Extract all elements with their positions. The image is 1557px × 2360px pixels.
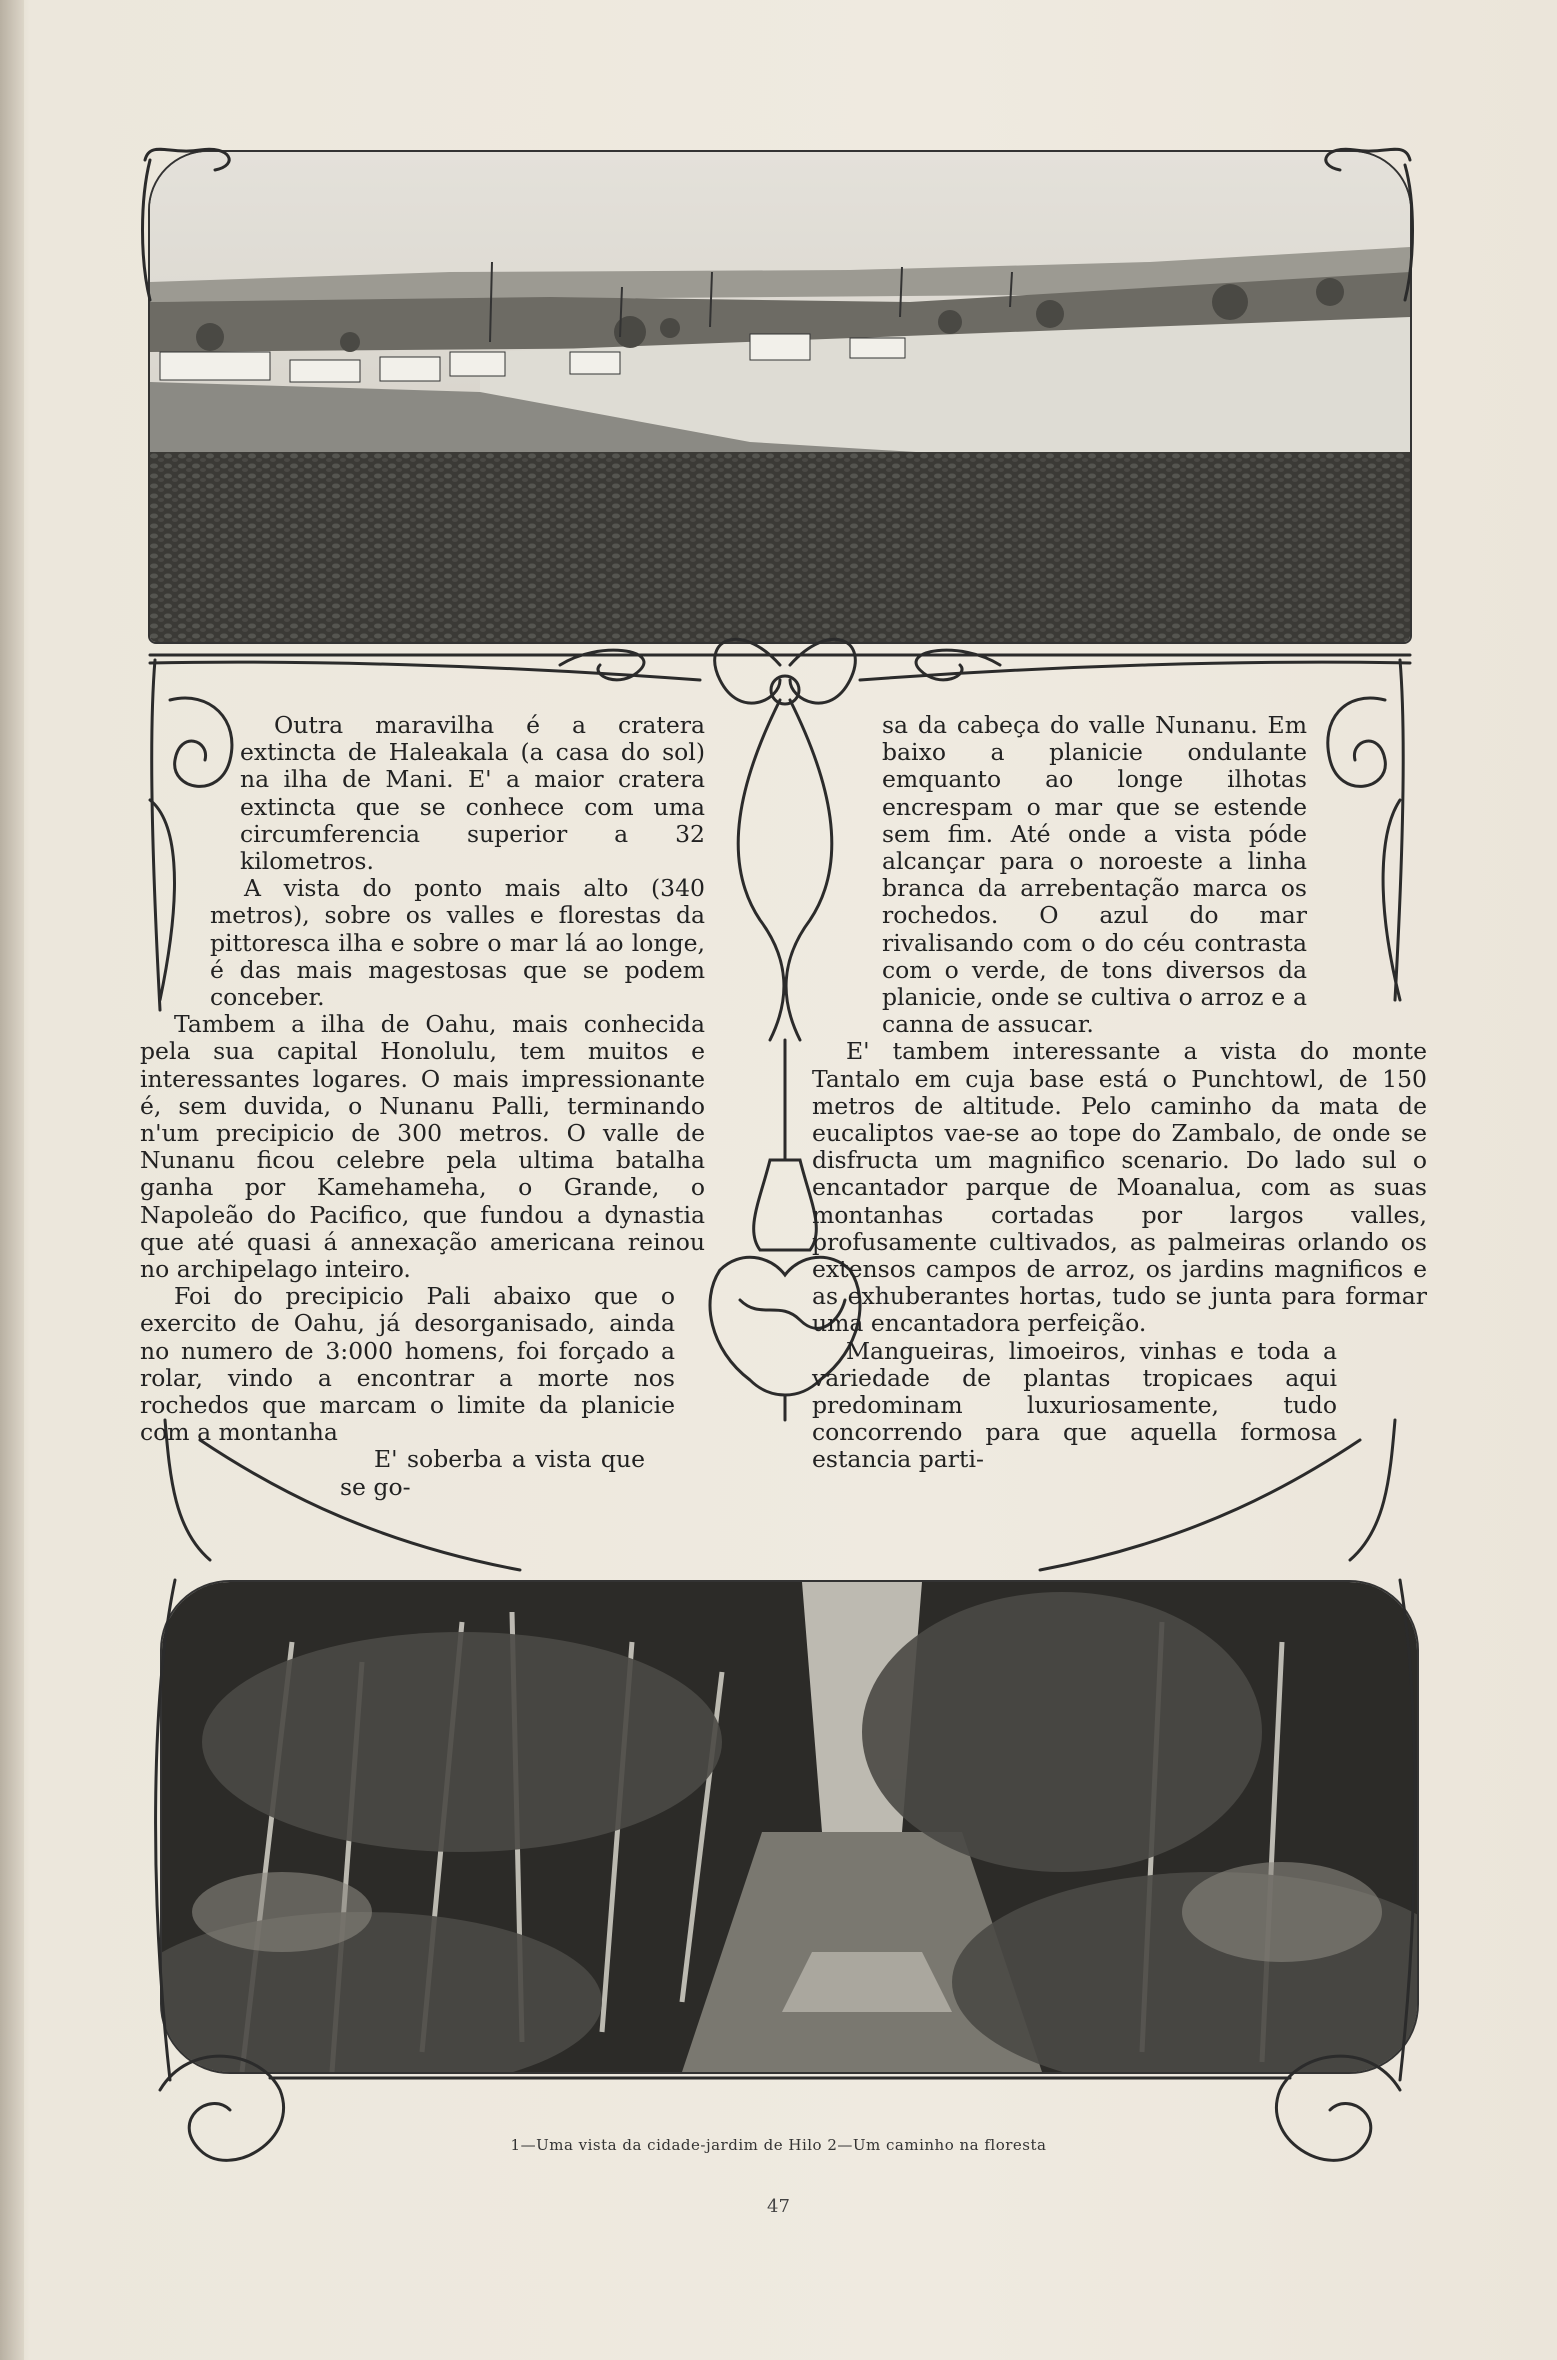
page-number: 47 — [767, 2196, 790, 2217]
paragraph-nunanu-valley: sa da cabeça do valle Nunanu. Em baixo a planicie ondulante emquanto ao longe ilhotas encrespam o mar que se estende sem fim. Até onde a vista póde alcançar para o noroeste a linha branca da arrebentação marca os rochedos. O azul do mar rivalisando com o do céu contrasta com o verde, de tons diversos da planicie, onde se cultiva o arroz e a canna de assucar. — [882, 711, 1307, 1039]
paragraph-view-summit: A vista do ponto mais alto (340 metros), sobre os valles e florestas da pittoresca ilha e sobre o mar lá ao longe, é das mais magestosas que se podem conceber. — [210, 874, 705, 1012]
paragraph-oahu: Tambem a ilha de Oahu, mais conhecida pela sua capital Honolulu, tem muitos e interessantes logares. O mais impressionante é, sem duvida, o Nunanu Palli, terminando n'um precipicio de 300 metros. O valle de Nunanu ficou celebre pela ultima batalha ganha por Kamehameha, o Grande, o Napoleão do Pacifico, que fundou a dynastia que até quasi á annexação americana reinou no archipelago inteiro. — [140, 1010, 705, 1284]
paragraph-view-continues: E' soberba a vista que se go- — [340, 1445, 645, 1501]
paragraph-pali-precipice: Foi do precipicio Pali abaixo que o exercito de Oahu, já desorganisado, ainda no numero de 3:000 homens, foi forçado a rolar, vindo a encontrar a morte nos rochedos que marcam o limite da planicie com a montanha — [140, 1282, 675, 1447]
paragraph-haleakala: Outra maravilha é a cratera extincta de Haleakala (a casa do sol) na ilha de Mani. E' a maior cratera extincta que se conhece com uma circumferencia superior a 32 kilometros. — [240, 711, 705, 876]
paragraph-tropical-plants: Mangueiras, limoeiros, vinhas e toda a variedade de plantas tropicaes aqui predominam luxuriosamente, tudo concorrendo para que aquella formosa estancia parti- — [812, 1336, 1337, 1474]
article-column-right — [812, 712, 1427, 1474]
article-column-left — [140, 712, 705, 1501]
paragraph-tantalo: E' tambem interessante a vista do monte Tantalo em cuja base está o Punchtowl, de 150 metros de altitude. Pelo caminho da mata de eucaliptos vae-se ao tope do Zambalo, de onde se disfructa um magnifico scenario. Do lado sul o encantador parque de Moanalua, com as suas montanhas cortadas por largos valles, profusamente cultivados, as palmeiras orlando os extensos campos de arroz, os jardins magnificos e as exhuberantes hortas, tudo se junta para formar uma encantadora perfeição. — [812, 1037, 1427, 1338]
figure-caption: 1—Uma vista da cidade-jardim de Hilo 2—Um caminho na floresta — [510, 2136, 1047, 2154]
